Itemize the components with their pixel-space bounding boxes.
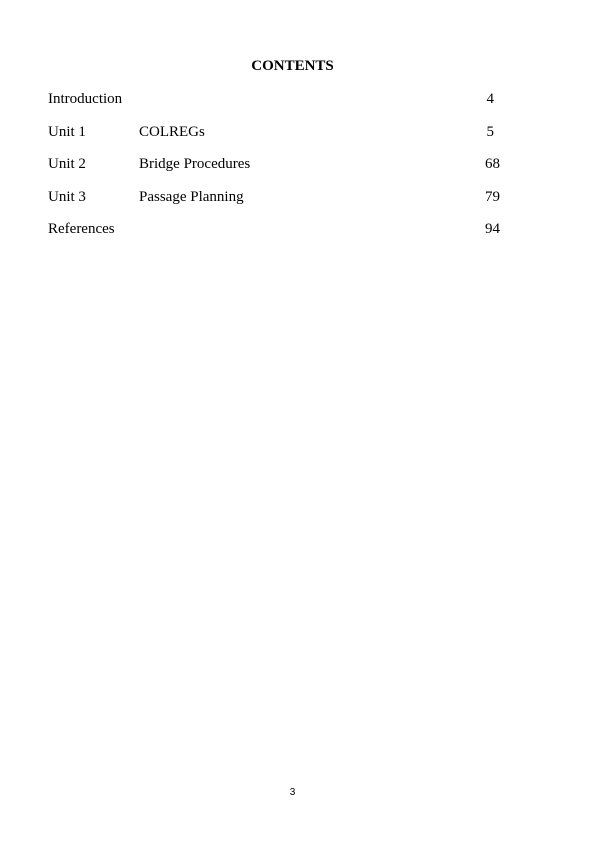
toc-entry-label: Introduction [48, 91, 123, 107]
toc-entry-page: 4 [486, 91, 494, 107]
toc-entry-page: 5 [486, 123, 494, 140]
toc-entry-label: Unit 3 [48, 188, 86, 205]
toc-entry-references[interactable] [48, 220, 500, 253]
toc-entry-unit-1[interactable] [48, 123, 500, 156]
toc-entry-unit-3[interactable] [48, 188, 500, 221]
toc-entry-introduction[interactable] [48, 90, 500, 123]
toc-entry-label: Unit 1 [48, 123, 86, 140]
toc-entry-unit-2[interactable] [48, 155, 500, 188]
toc-entry-page: 68 [485, 156, 500, 172]
toc-entry-page: 79 [485, 188, 500, 205]
toc-entry-label: Unit 2 [48, 156, 86, 172]
toc-entry-title: Passage Planning [139, 188, 244, 205]
contents-heading: CONTENTS [251, 58, 334, 74]
toc-entry-title: COLREGs [139, 123, 205, 140]
toc-entry-title: Bridge Procedures [139, 156, 251, 172]
table-of-contents [48, 90, 500, 253]
page-number: 3 [289, 787, 296, 798]
toc-entry-label: References [48, 221, 115, 237]
toc-entry-page: 94 [485, 221, 500, 237]
